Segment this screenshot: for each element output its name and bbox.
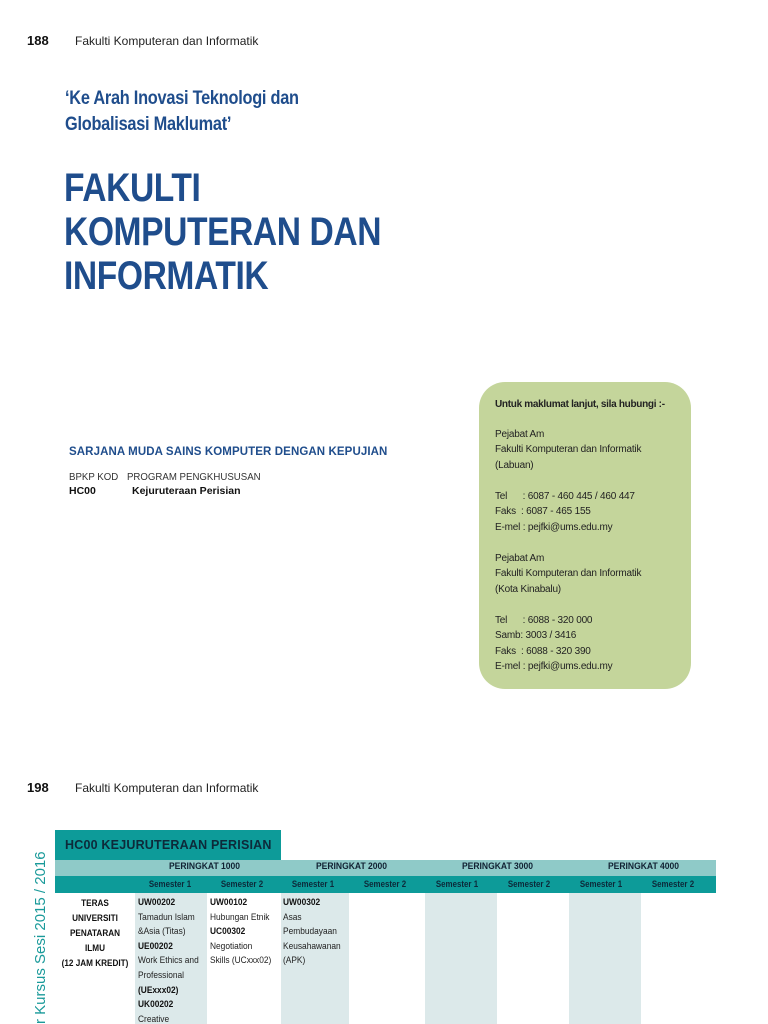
- semester-header-row: [55, 876, 716, 893]
- course-cell: [138, 896, 203, 1024]
- tagline-line: ‘Ke Arah Inovasi Teknologi dan: [65, 88, 299, 109]
- semester-label: Semester 2: [363, 879, 407, 889]
- page-number: 188: [27, 33, 49, 48]
- level-label: PERINGKAT 3000: [461, 861, 534, 872]
- contact-line: Pejabat Am: [495, 428, 545, 440]
- course-name: (APK): [283, 955, 306, 967]
- course-cell: [283, 896, 348, 969]
- course-name: Keusahawanan: [283, 940, 341, 952]
- title-line: FAKULTI: [64, 166, 201, 210]
- row-label-line: (12 JAM KREDIT): [61, 958, 129, 969]
- contact-ext: Samb: 3003 / 3416: [495, 630, 577, 641]
- course-name: Asas: [283, 911, 302, 923]
- contact-fax: Faks : 6088 - 320 390: [495, 645, 591, 657]
- course-name: Pembudayaan: [283, 926, 337, 938]
- tagline: [65, 86, 299, 138]
- page-header-top: [27, 33, 258, 48]
- row-label-line: TERAS: [81, 898, 109, 909]
- code-header-row: [69, 470, 261, 484]
- program-spec: Kejuruteraan Perisian: [132, 485, 241, 497]
- course-name: Hubungan Etnik: [210, 911, 270, 923]
- course-name: Professional: [138, 969, 185, 981]
- contact-tel: Tel : 6087 - 460 445 / 460 447: [495, 490, 635, 502]
- course-name: Skills (UCxxx02): [210, 955, 272, 967]
- column-shade: [569, 893, 641, 1024]
- course-code: UW00102: [210, 897, 248, 908]
- semester-label: Semester 1: [579, 879, 623, 889]
- faculty-title: [64, 166, 381, 298]
- code-col-head: BPKP KOD: [69, 471, 119, 483]
- course-name: Work Ethics and: [138, 955, 199, 967]
- contact-email: E-mel : pejfki@ums.edu.my: [495, 521, 613, 533]
- course-code: UK00202: [138, 999, 174, 1011]
- course-name: Negotiation: [210, 940, 253, 952]
- program-code-block: [69, 470, 277, 498]
- level-label: PERINGKAT 4000: [607, 861, 680, 872]
- page-section: Fakulti Komputeran dan Informatik: [75, 34, 259, 48]
- semester-label: Semester 1: [148, 879, 192, 889]
- side-text-clip: [30, 830, 52, 1024]
- semester-label: Semester 2: [507, 879, 551, 889]
- course-name: Tamadun Islam: [138, 911, 195, 923]
- course-code: UC00302: [210, 926, 246, 938]
- row-label-line: UNIVERSITI: [72, 913, 118, 924]
- title-line: KOMPUTERAN DAN: [64, 210, 382, 254]
- level-header-row: [55, 860, 716, 876]
- program-code: HC00: [69, 485, 96, 497]
- contact-line: Fakulti Komputeran dan Informatik: [495, 568, 642, 579]
- course-code: UE00202: [138, 940, 173, 952]
- course-code: UW00202: [138, 897, 176, 908]
- contact-email: E-mel : pejfki@ums.edu.my: [495, 661, 613, 672]
- semester-label: Semester 1: [291, 879, 335, 889]
- code-value-row: [69, 484, 277, 498]
- page-section: Fakulti Komputeran dan Informatik: [75, 781, 259, 795]
- contact-tel: Tel : 6088 - 320 000: [495, 614, 593, 626]
- course-code: (UExxx02): [138, 984, 179, 996]
- spec-col-head: PROGRAM PENGKHUSUSAN: [126, 471, 261, 483]
- course-code: UW00302: [283, 897, 321, 908]
- row-label: [61, 896, 130, 971]
- course-name: &Asia (Titas): [138, 926, 186, 938]
- contact-line: Fakulti Komputeran dan Informatik: [495, 444, 642, 455]
- side-vertical-text: r Kursus Sesi 2015 / 2016: [32, 851, 49, 1024]
- contact-fax: Faks : 6087 - 465 155: [495, 506, 591, 517]
- program-title: SARJANA MUDA SAINS KOMPUTER DENGAN KEPUJIAN: [69, 446, 388, 458]
- page-number: 198: [27, 780, 49, 795]
- semester-label: Semester 2: [220, 879, 264, 889]
- level-label: PERINGKAT 1000: [168, 861, 241, 872]
- semester-label: Semester 2: [651, 879, 695, 889]
- course-name: Creative: [138, 1013, 170, 1024]
- contact-line: Pejabat Am: [495, 552, 545, 564]
- course-cell: [210, 896, 275, 969]
- table-title: HC00 KEJURUTERAAN PERISIAN: [55, 830, 281, 860]
- tagline-line: Globalisasi Maklumat’: [65, 114, 232, 135]
- semester-label: Semester 1: [435, 879, 479, 889]
- contact-line: (Kota Kinabalu): [495, 583, 561, 595]
- level-label: PERINGKAT 2000: [315, 861, 388, 872]
- contact-line: (Labuan): [495, 459, 534, 471]
- row-label-line: PENATARAN ILMU: [69, 928, 121, 954]
- column-shade: [425, 893, 497, 1024]
- page-header-bottom: [27, 780, 258, 795]
- title-line: INFORMATIK: [64, 254, 269, 298]
- contact-box: [479, 382, 691, 689]
- contact-title: Untuk maklumat lanjut, sila hubungi :-: [495, 399, 665, 410]
